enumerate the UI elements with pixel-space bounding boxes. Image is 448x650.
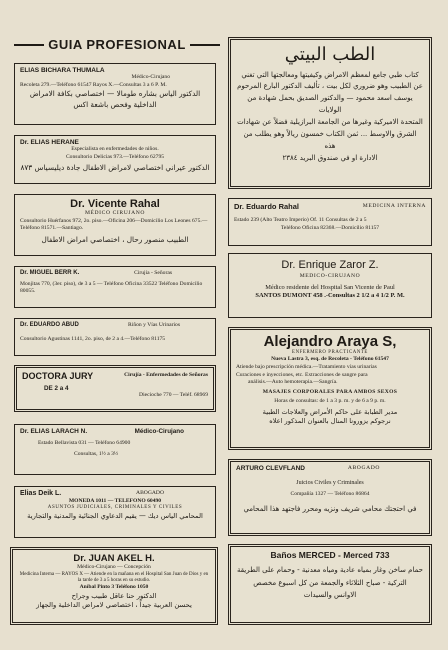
ad-subheader: MASAJES CORPORALES PARA AMBOS SEXOS xyxy=(262,388,398,395)
ad-banos-merced xyxy=(228,544,432,625)
ad-name-row xyxy=(22,371,208,381)
ad-arabic-line: حمام ساخن وغار بمياه عادية ومياه معدنية - وحمام على الطريقة xyxy=(237,566,423,574)
page-title: GUIA PROFESIONAL xyxy=(48,37,186,52)
ad-arabic-medical-book xyxy=(228,37,432,189)
ad-arabic-line: الادارة او في صندوق البريد ٢٣٨٤ xyxy=(282,153,378,162)
ad-name: Dr. Vicente Rahal xyxy=(70,198,160,210)
ad-specialty: Especialista en enfermedades de niños. xyxy=(71,146,159,152)
ad-address: Nueva Lastra 3, esq. de Recoleta - Teléfono 61547 xyxy=(271,356,389,363)
ad-arabic-line: مدير الطبابة على حاكم الأمراض والعلاجات الطبية xyxy=(262,407,398,416)
heading-rule-right xyxy=(190,44,220,46)
ad-address: Estado 239 (Alto Teatro Imperio) Of. 11 Consultas de 2 a 5 xyxy=(234,217,367,223)
ad-address: Consultorio Delicias 973.—Teléfono 62795 xyxy=(65,153,165,160)
ad-eduardo-rahal xyxy=(228,198,432,246)
ad-name: Elias Deik L. xyxy=(20,490,62,498)
ad-title: الطب البيتي xyxy=(284,44,376,65)
ad-arabic-line: نرجوكم يزورونا المنال بالعنوان المذكور اعلاه xyxy=(269,417,391,426)
ad-arabic-line: يحسن العربية جيداً ، اختصاصي لامراض الداخلية والجهاز xyxy=(36,601,192,610)
ad-name: DOCTORA JURY xyxy=(22,371,94,381)
ad-name: Baños MERCED - Merced 733 xyxy=(270,550,390,560)
ad-specialty: Médico-Cirujano xyxy=(131,74,170,80)
ad-name: Dr. Eduardo Rahal xyxy=(234,202,300,211)
ad-thumala xyxy=(14,63,216,125)
ad-arabic-line: الاوانس والسيدات xyxy=(303,591,357,600)
ad-arabic-line: التركية - صباح الثلاثاء والجمعة من كل اسبوع مخصص xyxy=(253,578,407,587)
ad-arabic-line: الدكتور عيراني اختصاصي لامراض الاطفال جادة ديليسياس ٨٧٣ xyxy=(20,163,210,173)
ad-address: Diecioche 770 — Teléf. 68969 xyxy=(139,392,208,398)
ad-arabic-line: يوسف اسعد محمود — والدكتور الصديق بحمل شهادة من الولايات xyxy=(247,94,413,115)
ad-name: ARTURO CLEVFLAND xyxy=(236,465,305,473)
ad-enrique-zaror xyxy=(228,253,432,318)
ad-specialty: MÉDICO CIRUJANO xyxy=(84,210,146,216)
ad-address: Monjitas 770, (3er. piso), de 3 a 5 — Teléfono Oficina 33522 Teléfono Domicilio 80055. xyxy=(20,280,203,295)
ad-arabic-line: الداخلية وفحص باشعة اكس xyxy=(73,99,157,109)
ad-jury xyxy=(14,365,216,412)
ad-specialty: ABOGADO xyxy=(136,490,164,496)
ad-line1: Juicios Civiles y Criminales xyxy=(296,479,364,486)
page-heading xyxy=(14,37,220,52)
ad-berr xyxy=(14,266,216,308)
ad-name: Dr. Enrique Zaror Z. xyxy=(281,259,379,271)
ad-name-row xyxy=(20,428,210,435)
ad-hours: Consultas, 1½ a 3½ xyxy=(74,450,119,457)
ad-arabic-line: الطبيب منصور رحال ، اختصاصي امراض الاطفال xyxy=(41,234,189,244)
ad-specialty: MEDICINA INTERNA xyxy=(362,202,426,209)
ad-vicente-rahal xyxy=(14,194,216,256)
ad-deik xyxy=(14,486,216,538)
ad-arturo-clevfland xyxy=(228,459,432,536)
ad-line2: Compañía 1327 — Teléfono 86864 xyxy=(290,490,370,497)
ad-line: Curaciones e inyecciones, etc. Extracciones de sangre para xyxy=(236,371,368,378)
ad-address: Consultorio Agustinas 1141, 2o. piso, de 2 a 4.—Teléfono 81175 xyxy=(20,335,166,342)
ad-herane xyxy=(14,135,216,184)
ad-address: Medicina Interna — RAYOS X — Atiende en la mañana en el Hospital San Juan de Dios y en la tarde de 3 a 5 horas en su estudio. xyxy=(19,571,209,583)
ad-specialty: Cirujía - Enfermedades de Señoras xyxy=(124,372,208,379)
ad-address: Estado Bellavista 031 — Teléfono 64900 xyxy=(38,440,131,446)
ad-specialty: Médico-Cirujano — Concepción xyxy=(77,564,151,570)
ad-name: Alejandro Araya S, xyxy=(263,333,397,350)
ad-alejandro-araya xyxy=(228,327,432,450)
ad-arabic-line: كتاب طبي جامع لمعظم الامراض وكيفيتها ومعالجتها التي تغني xyxy=(241,70,419,79)
ad-specialty: MEDICO-CIRUJANO xyxy=(299,273,361,279)
ad-name: Dr. ELIAS HERANE xyxy=(20,139,79,146)
ad-line2: SANTOS DUMONT 458 .-Consultas 2 1/2 a 4 1/2 P. M. xyxy=(255,292,405,300)
ad-arabic-line: الدكتور الياس بشاره طومالا — اختصاصي بكافة الامراض xyxy=(29,89,201,99)
ad-specialty: Riñon y Vías Urinarios xyxy=(128,322,180,328)
ad-arabic-line: في احتجتك محامي شريف ونزيه ومحرر فاجتهد هذا المحامي xyxy=(243,505,417,514)
ad-name-row xyxy=(234,202,426,211)
ad-address: Recoleta 279.—Teléfono 61547 Rayos X.—Consultas 3 a 6 P. M. xyxy=(20,81,167,88)
ad-larach xyxy=(14,424,216,475)
ad-name-row xyxy=(20,322,210,330)
ad-name: Dr. JUAN AKEL H. xyxy=(73,553,155,564)
ad-phone: Teléfono Oficina 82368.—Domicilio 81157 xyxy=(280,224,380,231)
ad-name: ELIAS BICHARA THUMALA xyxy=(20,67,105,74)
ad-specialty: ABOGADO xyxy=(347,465,380,471)
ad-abud xyxy=(14,318,216,356)
ad-hours: DE 2 a 4 xyxy=(44,385,69,392)
ad-name-row xyxy=(236,465,424,473)
ad-extra: ASUNTOS JUDICIALES, CRIMINALES Y CIVILES xyxy=(47,505,183,511)
ad-specialty: ENFERMERO PRACTICANTE xyxy=(292,350,368,355)
ad-akel xyxy=(10,547,218,625)
ad-name-row xyxy=(20,490,210,498)
ad-address: MONEDA 1011 — TELEFONO 60490 xyxy=(68,497,162,504)
ad-line1: Médico residente del Hospital San Vicente de Paul xyxy=(265,283,395,291)
ad-extra: Aníbal Pinto 3 Teléfono 1050 xyxy=(79,584,149,591)
ad-hours: Horas de consultas: de 1 a 3 p. m. y de 6 a 9 p. m. xyxy=(274,398,386,405)
ad-address: Consultorio Huérfanos 972, 2o. piso.—Oficina 206—Domicilio Los Leones 675.—Teléfono 81571.—Santiago. xyxy=(20,217,208,232)
ad-line: análisis.—Auto hemoterapia.—Sangría. xyxy=(248,379,338,386)
ad-arabic-line: الدكتور حنا عاقل طبيب وجراح xyxy=(71,591,157,600)
ad-name: Dr. MIGUEL BERR K. xyxy=(20,270,80,276)
ad-arabic-line: الشرق والاوسط ... ثمن الكتاب خمسون ريالاً وهو يطلب من هذه xyxy=(243,130,417,150)
ad-specialty: Médico-Cirujano xyxy=(134,428,184,435)
heading-rule-left xyxy=(14,44,44,46)
ad-name-row xyxy=(20,270,210,278)
ad-arabic-line: المحامي الياس ديك — يقيم الدعاوي الجنائية والمدنية والتجارية xyxy=(27,511,203,520)
ad-arabic-line: المتحدة الاميركية وغيرها من الجامعة البرازيلية فضلاً عن شهادات xyxy=(237,118,423,127)
ad-specialty: Cirujía - Señoras xyxy=(134,270,172,276)
ad-arabic-line: عن الطبيب وهو ضروري لكل بيت ، تأليف الدكتور البارع المرحوم xyxy=(237,82,423,91)
ad-name: Dr. ELIAS LARACH N. xyxy=(20,428,88,435)
ad-line: Atiende bajo prescripción médica.—Tratamiento vías urinarias xyxy=(236,364,377,371)
ad-name: Dr. EDUARDO ABUD xyxy=(20,322,79,328)
